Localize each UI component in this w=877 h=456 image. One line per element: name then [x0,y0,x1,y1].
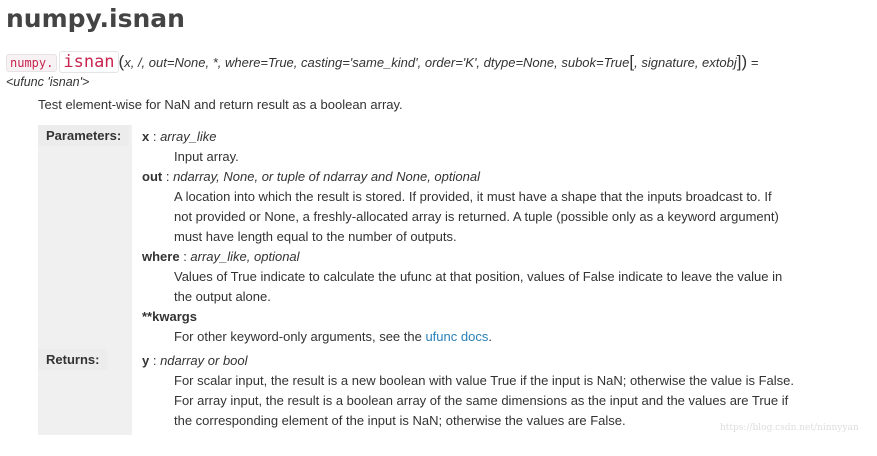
param-sep: : [162,169,174,184]
watermark: https://blog.csdn.net/ninnyyan [720,423,859,433]
param-name: where [142,249,180,264]
param-type: array_like, optional [190,249,300,264]
param-type: ndarray, None, or tuple of ndarray and None, optional [173,169,480,184]
param-out [142,169,480,184]
returns-label: Returns: [38,349,107,370]
param-desc: not provided or None, a freshly-allocated array is returned. A tuple (possible only as a keyword argument) [174,209,779,224]
signature-equals: = [747,55,759,70]
signature-args: x, /, out=None, *, where=True, casting='same_kind', order='K', dtype=None, subok=True [124,55,630,70]
page-title: numpy.isnan [6,4,185,33]
param-desc: Input array. [174,149,239,164]
param-desc: must have length equal to the number of outputs. [174,229,457,244]
return-type: ndarray or bool [160,353,248,368]
return-sep: : [149,353,161,368]
ufunc-docs-link[interactable]: ufunc docs [425,329,489,344]
param-name: **kwargs [142,309,197,324]
desc-text: . [488,329,492,344]
return-desc: For array input, the result is a boolean array of the same dimensions as the input and the values are True if [174,393,789,408]
function-name: isnan [59,51,118,73]
desc-text: For other keyword-only arguments, see the [174,329,426,344]
close-paren: ) [741,52,748,71]
param-where [142,249,300,264]
param-desc [174,329,492,344]
summary: Test element-wise for NaN and return result as a boolean array. [38,97,403,112]
param-sep: : [149,129,161,144]
optional-close-bracket: ] [736,52,742,71]
param-x [142,129,216,144]
return-y [142,353,248,368]
optional-args: , signature, extobj [634,55,737,70]
module-prefix: numpy. [6,54,57,72]
param-sep: : [179,249,191,264]
function-signature [6,51,758,73]
return-name: y [142,353,150,368]
param-type: array_like [160,129,217,144]
optional-open-bracket: [ [629,52,635,71]
label-column-bg [38,125,132,435]
parameters-label: Parameters: [38,125,129,146]
return-desc: For scalar input, the result is a new boolean with value True if the input is NaN; otherwise the value is False. [174,373,794,388]
param-desc: A location into which the result is stored. If provided, it must have a shape that the inputs broadcast to. If [174,189,772,204]
open-paren: ( [118,52,125,71]
return-desc: the corresponding element of the input is NaN; otherwise the values are False. [174,413,626,428]
param-name: out [142,169,163,184]
param-name: x [142,129,150,144]
param-desc: Values of True indicate to calculate the ufunc at that position, values of False indicate to leave the value in [174,269,783,284]
param-desc: the output alone. [174,289,271,304]
param-kwargs [142,309,197,324]
ufunc-repr: <ufunc 'isnan'> [6,75,90,89]
